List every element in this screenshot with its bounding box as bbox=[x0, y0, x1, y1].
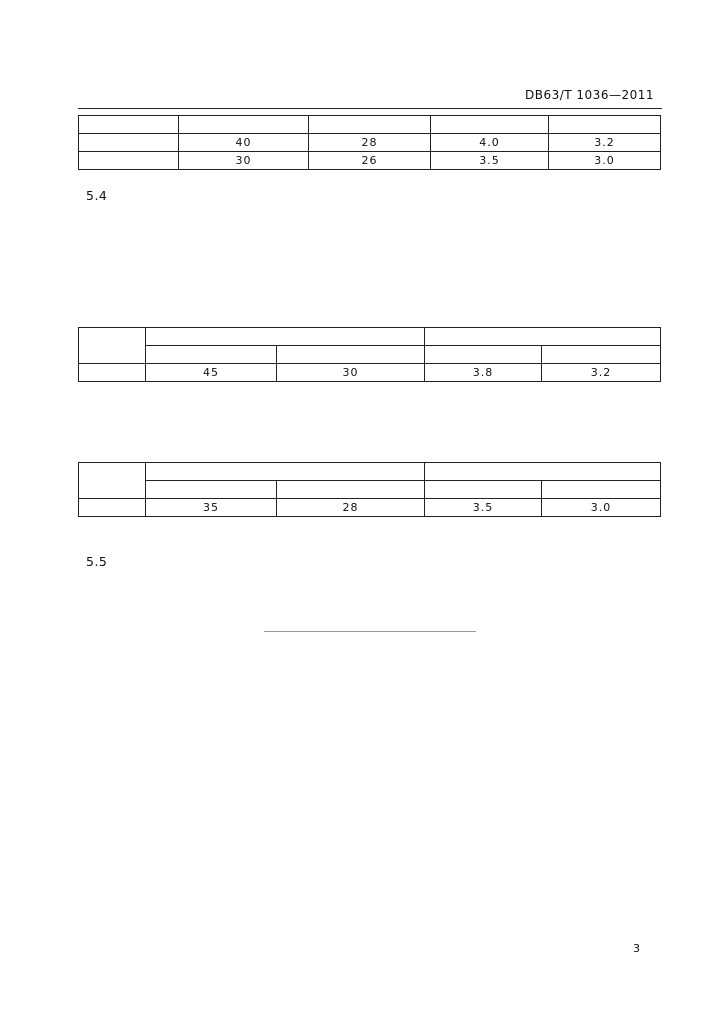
table3 bbox=[78, 327, 661, 382]
table-cell: 3.0 bbox=[549, 152, 661, 170]
header-rule bbox=[78, 108, 662, 109]
table-cell bbox=[549, 116, 661, 134]
table-row bbox=[79, 152, 661, 170]
group-header bbox=[425, 328, 661, 346]
table-cell bbox=[431, 116, 549, 134]
table-header-row bbox=[79, 328, 661, 346]
table3-continued bbox=[78, 462, 661, 517]
table-cell: 45 bbox=[146, 364, 277, 382]
table-cell: 40 bbox=[179, 134, 309, 152]
column-header bbox=[79, 463, 146, 499]
table-cell: 30 bbox=[277, 364, 425, 382]
table-cell: 26 bbox=[309, 152, 431, 170]
group-header bbox=[146, 463, 425, 481]
table-row bbox=[79, 364, 661, 382]
column-header bbox=[79, 328, 146, 364]
standard-code: DB63/T 1036—2011 bbox=[524, 88, 654, 102]
table-cell bbox=[309, 116, 431, 134]
table-row bbox=[79, 134, 661, 152]
table-subheader-row bbox=[79, 346, 661, 364]
table-cell: 4.0 bbox=[431, 134, 549, 152]
table-cell: 28 bbox=[309, 134, 431, 152]
row-label bbox=[79, 116, 179, 134]
table-subheader-row bbox=[79, 481, 661, 499]
table-header-row bbox=[79, 463, 661, 481]
table-cell: 3.2 bbox=[542, 364, 661, 382]
row-label bbox=[79, 364, 146, 382]
table-cell: 3.5 bbox=[425, 499, 542, 517]
sub-header bbox=[542, 346, 661, 364]
table-cell: 28 bbox=[277, 499, 425, 517]
sub-header bbox=[425, 481, 542, 499]
table-cell: 30 bbox=[179, 152, 309, 170]
section-5-5-heading bbox=[86, 554, 121, 569]
section-number: 5.4 bbox=[86, 188, 108, 203]
table-cell: 3.2 bbox=[549, 134, 661, 152]
table-row bbox=[79, 116, 661, 134]
sub-header bbox=[425, 346, 542, 364]
row-label bbox=[79, 499, 146, 517]
sub-header bbox=[146, 346, 277, 364]
sub-header bbox=[277, 481, 425, 499]
end-of-text-rule bbox=[264, 631, 476, 632]
table-cell: 35 bbox=[146, 499, 277, 517]
table-cell bbox=[179, 116, 309, 134]
sub-header bbox=[146, 481, 277, 499]
sub-header bbox=[277, 346, 425, 364]
row-label bbox=[79, 152, 179, 170]
group-header bbox=[425, 463, 661, 481]
section-5-4-heading bbox=[86, 188, 121, 203]
table-cell: 3.5 bbox=[431, 152, 549, 170]
sub-header bbox=[542, 481, 661, 499]
group-header bbox=[146, 328, 425, 346]
table-row bbox=[79, 499, 661, 517]
row-label bbox=[79, 134, 179, 152]
table-cell: 3.8 bbox=[425, 364, 542, 382]
page-number: 3 bbox=[633, 942, 640, 955]
table-cell: 3.0 bbox=[542, 499, 661, 517]
section-number: 5.5 bbox=[86, 554, 108, 569]
table-continuation-top bbox=[78, 115, 661, 170]
